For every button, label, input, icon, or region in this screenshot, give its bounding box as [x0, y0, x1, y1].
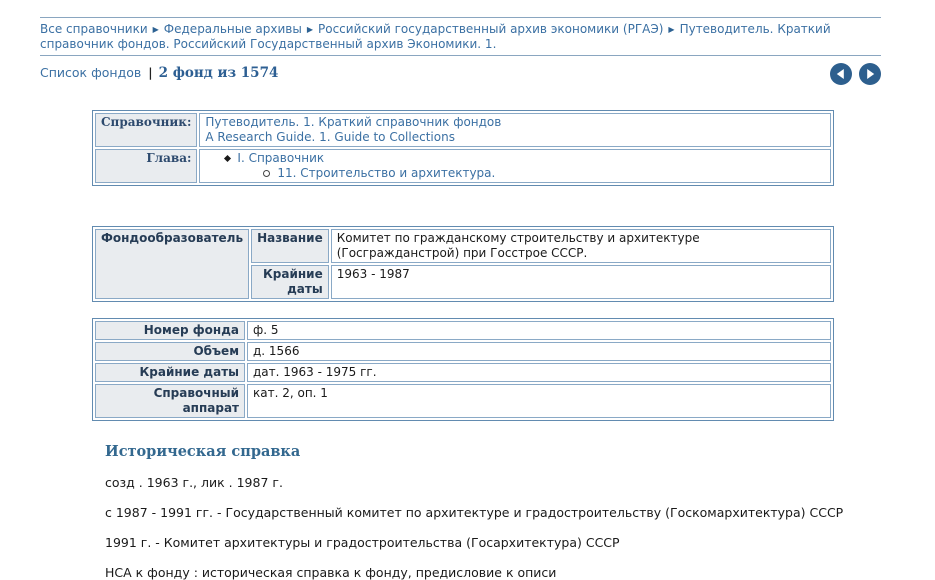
table-row: [95, 229, 831, 263]
next-arrow-icon: [867, 69, 874, 79]
historical-note-paragraph: НСА к фонду : историческая справка к фонду, предисловие к описи: [105, 565, 557, 580]
fund-list-link[interactable]: Список фондов: [40, 65, 142, 80]
prev-fund-button[interactable]: [830, 63, 852, 85]
toolbar: [40, 56, 881, 89]
breadcrumb-separator-icon: ▶: [152, 25, 159, 34]
fund-creator-table: [92, 226, 834, 302]
guide-link-en[interactable]: A Research Guide. 1. Guide to Collections: [205, 130, 455, 144]
historical-note-paragraph: 1991 г. - Комитет архитектуры и градостроительства (Госархитектура) СССР: [105, 535, 620, 550]
creator-main-label: Фондообразователь: [95, 229, 249, 299]
historical-note-paragraph: с 1987 - 1991 гг. - Государственный комитет по архитектуре и градостроительству (Госкомархитектура) СССР: [105, 505, 844, 520]
guide-reference-table: [92, 110, 834, 186]
guide-link-ru[interactable]: Путеводитель. 1. Краткий справочник фондов: [205, 115, 502, 129]
subchapter-link[interactable]: 11. Строительство и архитектура.: [277, 166, 496, 180]
breadcrumb-link-guide[interactable]: Путеводитель. Краткий справочник фондов. Российский Государственный архив Экономики. 1.: [40, 22, 831, 51]
breadcrumb: [40, 18, 881, 55]
table-row: [95, 384, 831, 418]
diamond-bullet-icon: [224, 155, 231, 162]
chapter-item: [225, 151, 825, 166]
table-row: [95, 149, 831, 183]
fund-details: [92, 110, 834, 421]
table-row: [95, 321, 831, 340]
chapter-link[interactable]: I. Справочник: [237, 151, 325, 165]
creator-name-label: Название: [251, 229, 329, 263]
fund-number-value: ф. 5: [247, 321, 831, 340]
table-row: [95, 113, 831, 147]
fund-volume-label: Объем: [95, 342, 245, 361]
breadcrumb-separator-icon: ▶: [668, 25, 675, 34]
divider: |: [148, 66, 153, 80]
breadcrumb-link-federal-archives[interactable]: Федеральные архивы: [163, 22, 302, 36]
chapter-value-cell: [199, 149, 831, 183]
prev-arrow-icon: [837, 69, 844, 79]
creator-dates-label: Крайние даты: [251, 265, 329, 299]
table-row: [95, 342, 831, 361]
fund-apparatus-label: Справочный аппарат: [95, 384, 245, 418]
guide-label: Справочник:: [95, 113, 197, 147]
breadcrumb-separator-icon: ▶: [306, 25, 313, 34]
fund-volume-value: д. 1566: [247, 342, 831, 361]
fund-summary-table: [92, 318, 834, 421]
table-row: [95, 363, 831, 382]
historical-note: [105, 443, 885, 580]
creator-dates-value: 1963 - 1987: [331, 265, 831, 299]
historical-note-paragraph: созд . 1963 г., лик . 1987 г.: [105, 475, 283, 490]
guide-value-cell: [199, 113, 831, 147]
breadcrumb-link-all-guides[interactable]: Все справочники: [40, 22, 148, 36]
historical-note-title: Историческая справка: [105, 443, 301, 460]
fund-number-label: Номер фонда: [95, 321, 245, 340]
fund-nav-buttons: [827, 61, 881, 85]
fund-position-bar: [40, 61, 278, 81]
fund-position-text: 2 фонд из 1574: [158, 65, 279, 81]
creator-name-value: Комитет по гражданскому строительству и архитектуре (Госгражданстрой) при Госстрое СССР.: [331, 229, 831, 263]
circle-bullet-icon: [263, 170, 270, 177]
content-shell: [40, 17, 881, 580]
breadcrumb-link-rgae[interactable]: Российский государственный архив экономики (РГАЭ): [318, 22, 664, 36]
next-fund-button[interactable]: [859, 63, 881, 85]
fund-dates-value: дат. 1963 - 1975 гг.: [247, 363, 831, 382]
page: [0, 17, 935, 580]
fund-dates-label: Крайние даты: [95, 363, 245, 382]
subchapter-item: [263, 166, 825, 181]
fund-apparatus-value: кат. 2, оп. 1: [247, 384, 831, 418]
chapter-label: Глава:: [95, 149, 197, 183]
